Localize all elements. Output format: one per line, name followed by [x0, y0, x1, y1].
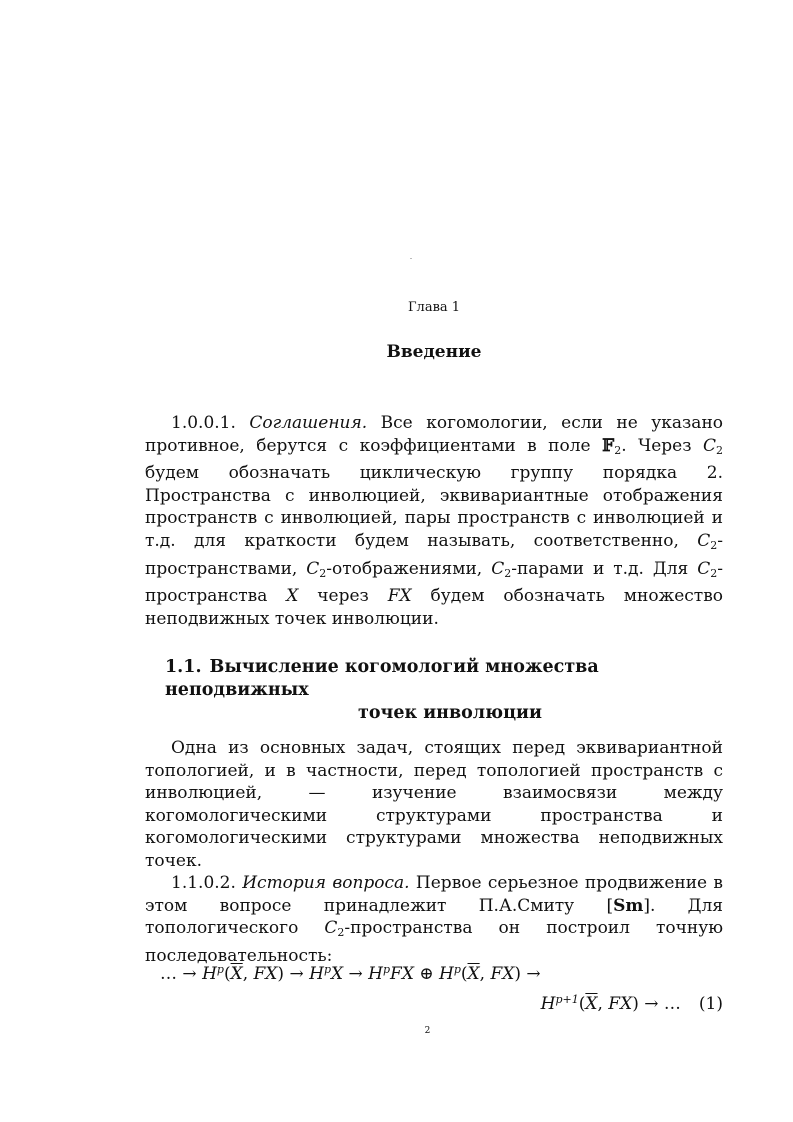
formula-part: →: [520, 964, 541, 984]
citation-link[interactable]: Sm: [613, 895, 644, 916]
math-symbol: H: [309, 964, 324, 984]
formula-part: → …: [638, 994, 681, 1014]
text: -отображениями,: [326, 558, 492, 579]
math-symbol: FX: [490, 964, 515, 984]
formula-part: →: [343, 964, 369, 984]
text: Все когомологии, если не указано противное, берутся с коэффициентами в поле: [145, 413, 724, 456]
text: -парами и т.д. Для: [511, 558, 698, 579]
math-symbol: $\overline{X}$: [230, 964, 243, 984]
math-symbol: p+1: [555, 993, 579, 1006]
equation-number: (1): [698, 994, 723, 1014]
chapter-label: Глава 1: [407, 300, 461, 315]
math-symbol: H: [439, 964, 454, 984]
formula-line-2: $H^{p+1}(\overline{X}$, FX) → … (1): [540, 993, 723, 1014]
section-title-line1: Вычисление когомологий множества неподвижных: [165, 657, 599, 700]
page-number: 2: [424, 1026, 431, 1036]
text: . Через: [621, 435, 703, 456]
subscript: 2: [614, 443, 622, 457]
subscript: 2: [319, 566, 327, 580]
math-symbol: H: [540, 994, 556, 1014]
paragraph-heading: История вопроса.: [242, 873, 410, 893]
math-symbol: p: [216, 963, 224, 976]
math-symbol: FX: [253, 964, 278, 984]
text: ]. Для топологического: [145, 895, 723, 939]
math-symbol: FX: [390, 964, 414, 984]
math-symbol: C: [491, 558, 505, 579]
math-symbol: C: [697, 530, 711, 551]
math-symbol: C: [306, 558, 320, 579]
math-symbol: H: [368, 964, 383, 984]
paragraph-number: 1.1.0.2.: [171, 873, 236, 893]
math-symbol: $\overline{X}$: [585, 994, 598, 1014]
math-symbol: $\overline{X}$: [467, 964, 480, 984]
subscript: 2: [504, 566, 512, 580]
math-symbol: X: [286, 586, 299, 607]
subscript: 2: [716, 443, 723, 457]
math-symbol: C: [697, 558, 711, 579]
math-symbol: H: [202, 964, 217, 984]
subscript: 2: [710, 538, 718, 552]
text: -пространствами,: [145, 530, 723, 579]
formula-part: →: [284, 964, 310, 984]
text: через: [298, 586, 388, 607]
paragraph-conventions: [145, 412, 723, 630]
paragraph-heading: Соглашения.: [249, 413, 368, 433]
math-symbol: FX: [387, 586, 412, 607]
subscript: 2: [710, 566, 718, 580]
math-symbol: X: [330, 964, 344, 984]
chapter-title: Введение: [386, 342, 482, 362]
math-symbol: FX: [608, 994, 633, 1014]
subscript: 2: [337, 926, 345, 940]
section-title-line2: точек инволюции: [358, 703, 542, 723]
formula-line-1: … → $H^p(\overline{X}$, $FX) \to H^pX \to H^pFX$ ⊕ $H^p(\overline{X}$, FX) →: [160, 963, 541, 984]
math-symbol: C: [702, 435, 716, 456]
text: будем обозначать множество неподвижных точек инволюции.: [145, 586, 723, 629]
field-symbol: 𝔽: [602, 435, 615, 456]
math-symbol: p: [323, 963, 331, 976]
text: будем обозначать циклическую группу порядка 2. Пространства с инволюцией, эквивариантные отображения пространств с инволюцией, пары пространств с инволюцией и т.д. для краткости будем называть, соответственно,: [145, 463, 723, 551]
math-symbol: p: [453, 963, 461, 976]
math-symbol: p: [382, 963, 391, 976]
formula-part: … →: [160, 964, 203, 984]
text: -пространства: [145, 558, 723, 607]
math-symbol: C: [324, 918, 338, 939]
paragraph-intro: Одна из основных задач, стоящих перед эквивариантной топологией, и в частности, перед топологией пространств с инволюцией, — изучение взаимосвязи между когомологическими структурами пространства и когомологическими структурами множества неподвижных точек.: [145, 738, 723, 871]
formula-part: ⊕: [413, 964, 439, 984]
scan-speck: [410, 258, 412, 259]
section-title: [165, 656, 725, 725]
text: -пространства он построил точную последовательность:: [145, 918, 724, 966]
section-number: 1.1.: [165, 657, 202, 677]
paragraph-history: [145, 872, 723, 967]
text: Первое серьезное продвижение в этом вопросе принадлежит П.А.Смиту [: [145, 873, 724, 916]
paragraph-number: 1.0.0.1.: [171, 413, 236, 433]
